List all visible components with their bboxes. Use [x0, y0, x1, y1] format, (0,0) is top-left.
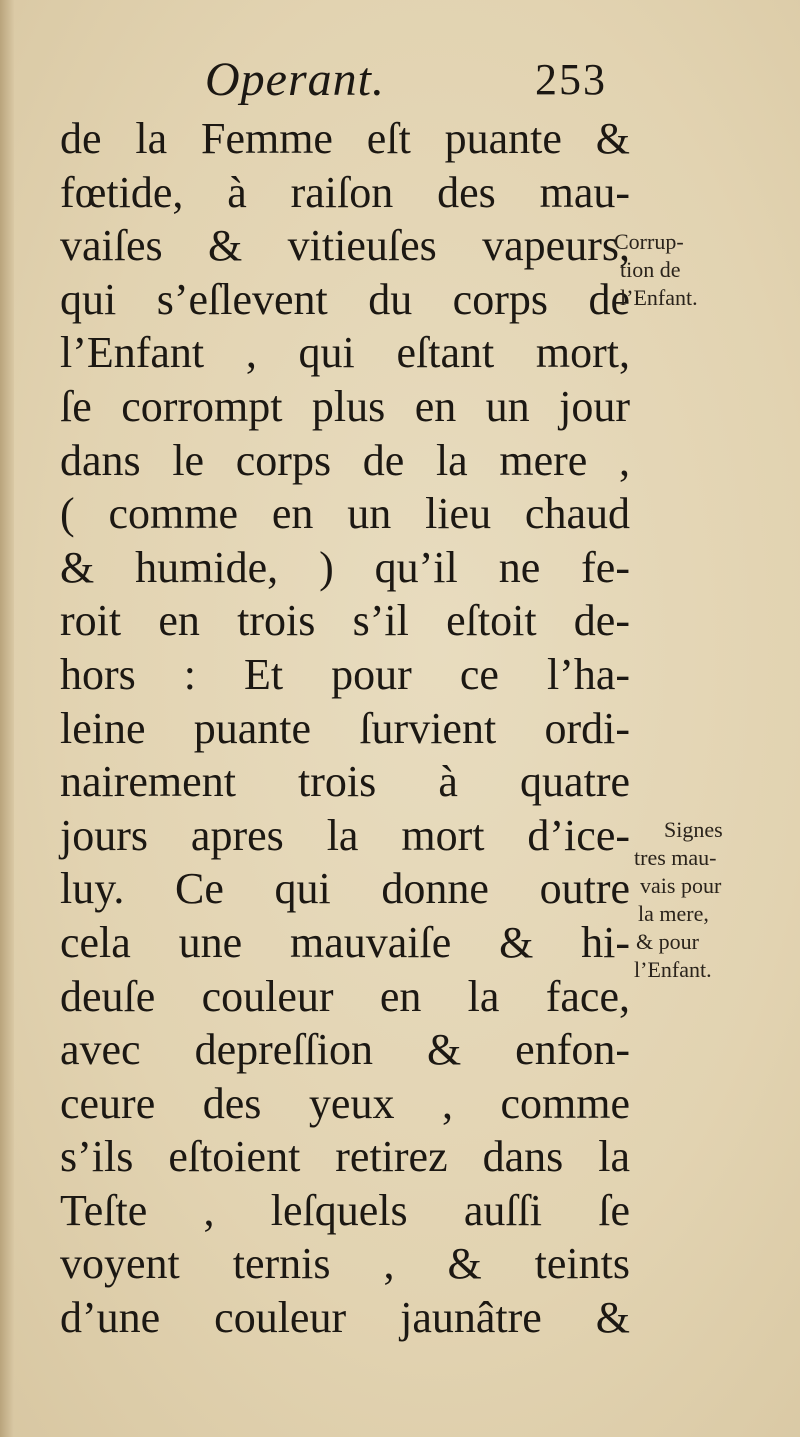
margin-note-line: la mere,	[638, 901, 709, 926]
page-number: 253	[535, 55, 607, 104]
binding-edge	[0, 0, 14, 1437]
text-line: roit en trois s’il eſtoit de-	[60, 596, 630, 646]
margin-note-line: l’Enfant.	[634, 957, 712, 982]
text-line: & humide, ) qu’il ne fe-	[60, 542, 630, 592]
margin-note-line: & pour	[636, 929, 699, 954]
running-head: Operant.	[205, 53, 385, 106]
text-line: l’Enfant , qui eſtant mort,	[60, 328, 630, 378]
margin-note-line: Signes	[664, 817, 723, 842]
margin-note-line: tion de	[620, 257, 681, 282]
text-line: fœtide, à raiſon des mau-	[60, 167, 630, 217]
body-text	[60, 112, 630, 1345]
text-line: qui s’eſlevent du corps de	[60, 274, 630, 324]
text-line: hors : Et pour ce l’ha-	[60, 649, 630, 699]
text-line: dans le corps de la mere ,	[60, 435, 630, 485]
text-line: Teſte , leſquels auſſi ſe	[60, 1185, 630, 1235]
text-line: luy. Ce qui donne outre	[60, 864, 630, 914]
text-line: ( comme en un lieu chaud	[60, 489, 630, 539]
text-line: deuſe couleur en la face,	[60, 971, 630, 1021]
margin-note-line: tres mau-	[634, 845, 717, 870]
margin-note-line: l’Enfant.	[620, 285, 698, 310]
page-header	[205, 52, 625, 108]
text-line: leine puante ſurvient ordi-	[60, 703, 630, 753]
margin-note-line: Corrup-	[614, 229, 684, 254]
text-line: s’ils eſtoient retirez dans la	[60, 1132, 630, 1182]
text-line: avec depreſſion & enfon-	[60, 1025, 630, 1075]
text-line: nairement trois à quatre	[60, 757, 630, 807]
text-line: jours apres la mort d’ice-	[60, 810, 630, 860]
text-line: voyent ternis , & teints	[60, 1239, 630, 1289]
margin-note-signs	[622, 816, 782, 984]
text-line: cela une mauvaiſe & hi-	[60, 917, 630, 967]
text-line: de la Femme eſt puante &	[60, 114, 630, 163]
text-line: vaiſes & vitieuſes vapeurs,	[60, 221, 630, 271]
text-line: ſe corrompt plus en un jour	[60, 381, 630, 431]
text-line: d’une couleur jaunâtre &	[60, 1293, 630, 1343]
text-line: ceure des yeux , comme	[60, 1078, 630, 1128]
margin-note-line: vais pour	[640, 873, 722, 898]
margin-note-corruption	[614, 228, 764, 312]
